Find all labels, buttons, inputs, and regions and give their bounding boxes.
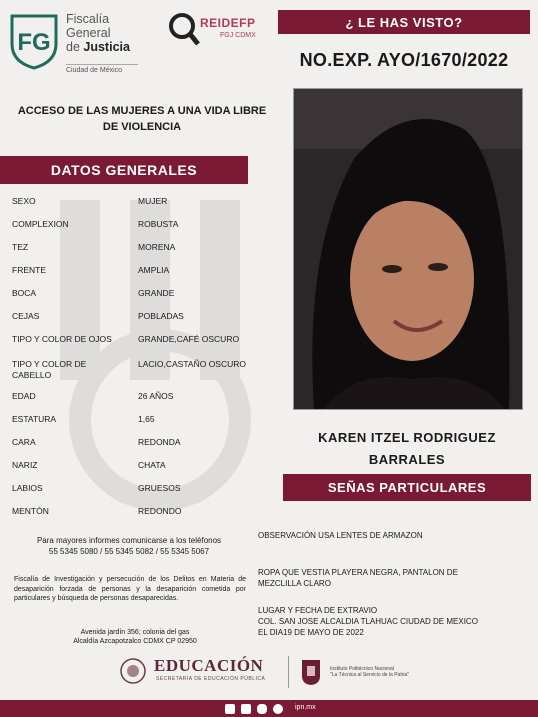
datos-row-label: MENTÓN [12,506,49,516]
datos-row-value: GRANDE [138,288,175,298]
datos-row-value: REDONDA [138,437,181,447]
datos-row-value: REDONDO [138,506,182,516]
address: Avenida jardín 356; colonia del gas Alcaldía Azcapotzalco CDMX CP 02950 [73,629,197,645]
datos-row-label: TIPO Y COLOR DE OJOS [12,334,112,344]
datos-row-label: TIPO Y COLOR DE CABELLO [12,359,87,380]
twitter-icon[interactable] [241,704,251,714]
ipn-logo-text: Instituto Politécnico Nacional "La Técnica al Servicio de la Patria" [330,666,410,678]
fgj-logo-icon [8,10,60,70]
datos-row-label: CEJAS [12,311,40,321]
datos-row-label: LABIOS [12,483,43,493]
datos-row-value: 26 AÑOS [138,391,174,401]
fgj-name: Fiscalía General de Justicia [66,12,130,54]
senas-particulares-header: SEÑAS PARTICULARES [283,474,531,501]
datos-row-value: MUJER [138,196,168,206]
sep-logo-text: EDUCACIÓN [154,656,264,675]
datos-row-label: BOCA [12,288,37,298]
datos-row-value: GRUESOS [138,483,181,493]
datos-generales-header: DATOS GENERALES [0,156,248,184]
contact-info: Para mayores informes comunicarse a los teléfonos 55 5345 5080 / 55 5345 5082 / 55 5345 5067 [36,536,222,556]
instagram-icon[interactable] [257,704,267,714]
senas-ropa: ROPA QUE VESTIA PLAYERA NEGRA, PANTALON DE MEZCLILLA CLARO [258,568,458,588]
fiscalia-description: Fiscalía de Investigación y persecución de los Delitos en Materia de desaparición forzada de personas y la desaparición cometida por particulares y búsqueda de personas desaparecidas. [14,576,246,602]
datos-row-label: EDAD [12,391,36,401]
senas-observacion: OBSERVACIÓN USA LENTES DE ARMAZON [258,531,423,540]
logo-divider [288,656,289,688]
datos-row-value: AMPLIA [138,265,170,275]
senas-lugar-fecha: LUGAR Y FECHA DE EXTRAVIO COL. SAN JOSE ALCALDIA TLAHUAC CIUDAD DE MEXICO EL DIA19 DE MAYO DE 2022 [258,606,478,637]
svg-text:FG: FG [17,29,51,56]
datos-row-value: ROBUSTA [138,219,179,229]
case-number: NO.EXP. AYO/1670/2022 [299,50,509,70]
datos-row-label: COMPLEXION [12,219,69,229]
facebook-icon[interactable] [225,704,235,714]
footer-url[interactable]: ipn.mx [295,704,316,711]
datos-row-label: ESTATURA [12,414,57,424]
datos-row-value: LACIO,CASTAÑO OSCURO [138,359,246,369]
datos-row-label: CARA [12,437,36,447]
datos-row-label: FRENTE [12,265,46,275]
fgj-city: Ciudad de México [66,64,138,74]
program-title: ACCESO DE LAS MUJERES A UNA VIDA LIBRE DE VIOLENCIA [17,105,267,133]
datos-row-value: CHATA [138,460,166,470]
reidefp-sub: FGJ CDMX [220,32,256,39]
youtube-icon[interactable] [273,704,283,714]
footer-bar [0,700,538,717]
ipn-logo-icon [300,658,322,686]
datos-row-label: SEXO [12,196,36,206]
person-name: KAREN ITZEL RODRIGUEZ BARRALES [318,430,496,467]
missing-title-bar: ¿ LE HAS VISTO? [278,10,530,34]
datos-row-label: NARIZ [12,460,38,470]
datos-row-value: 1,65 [138,414,155,424]
datos-row-value: POBLADAS [138,311,184,321]
sep-seal-icon [120,658,146,684]
missing-person-photo [293,88,523,410]
sep-logo-sub: SECRETARÍA DE EDUCACIÓN PÚBLICA [156,676,266,682]
reidefp-name: REIDEFP [200,16,256,30]
datos-row-value: MORENA [138,242,176,252]
datos-row-value: GRANDE,CAFÉ OSCURO [138,334,240,344]
datos-row-label: TEZ [12,242,29,252]
